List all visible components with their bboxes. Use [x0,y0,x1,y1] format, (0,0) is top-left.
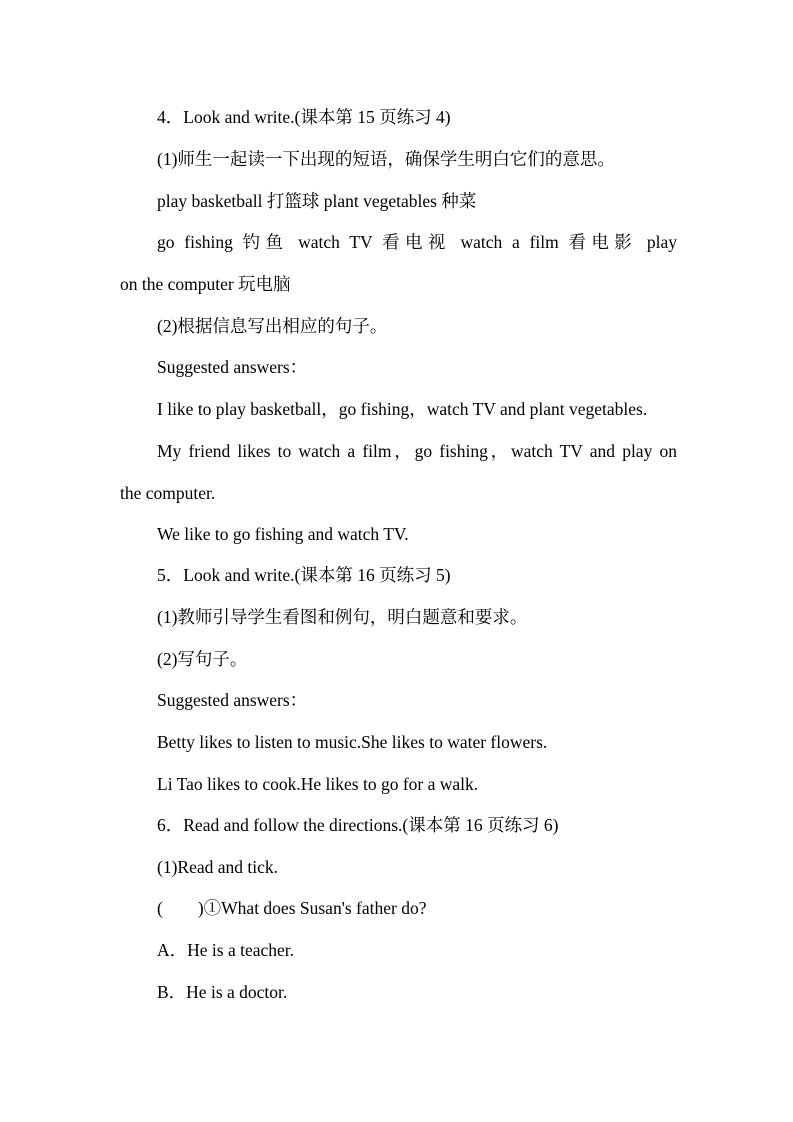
answer-line-5: Betty likes to listen to music.She likes to water flowers. [157,732,548,752]
suggested-answers-label: Suggested answers： [157,357,308,377]
exercise-6-step-1: (1)Read and tick. [157,857,278,877]
phrase-line-1: play basketball 打篮球 plant vegetables 种菜 [157,191,477,211]
exercise-4-step-2: (2)根据信息写出相应的句子。 [157,316,388,336]
answer-line-1: I like to play basketball，go fishing，watch TV and plant vegetables. [157,399,648,419]
phrase-line-3: on the computer 玩电脑 [120,274,291,294]
question-1: ( )①What does Susan's father do? [157,898,427,918]
option-b: B．He is a doctor. [157,982,288,1002]
option-a: A．He is a teacher. [157,940,295,960]
exercise-4-heading: 4．Look and write.(课本第 15 页练习 4) [157,107,451,127]
exercise-5-step-2: (2)写句子。 [157,649,248,669]
answer-line-4: We like to go fishing and watch TV. [157,524,409,544]
answer-line-3: the computer. [120,483,216,503]
exercise-6-heading: 6．Read and follow the directions.(课本第 16 页练习 6) [157,815,559,835]
exercise-4-step-1: (1)师生一起读一下出现的短语，确保学生明白它们的意思。 [157,149,615,169]
phrase-line-2: go fishing 钓鱼 watch TV 看电视 watch a film 看电影 play [157,232,677,252]
answer-line-6: Li Tao likes to cook.He likes to go for a walk. [157,774,479,794]
exercise-5-step-1: (1)教师引导学生看图和例句，明白题意和要求。 [157,607,528,627]
exercise-5-heading: 5．Look and write.(课本第 16 页练习 5) [157,565,451,585]
suggested-answers-label: Suggested answers： [157,690,308,710]
answer-line-2: My friend likes to watch a film，go fishing，watch TV and play on [157,441,677,461]
